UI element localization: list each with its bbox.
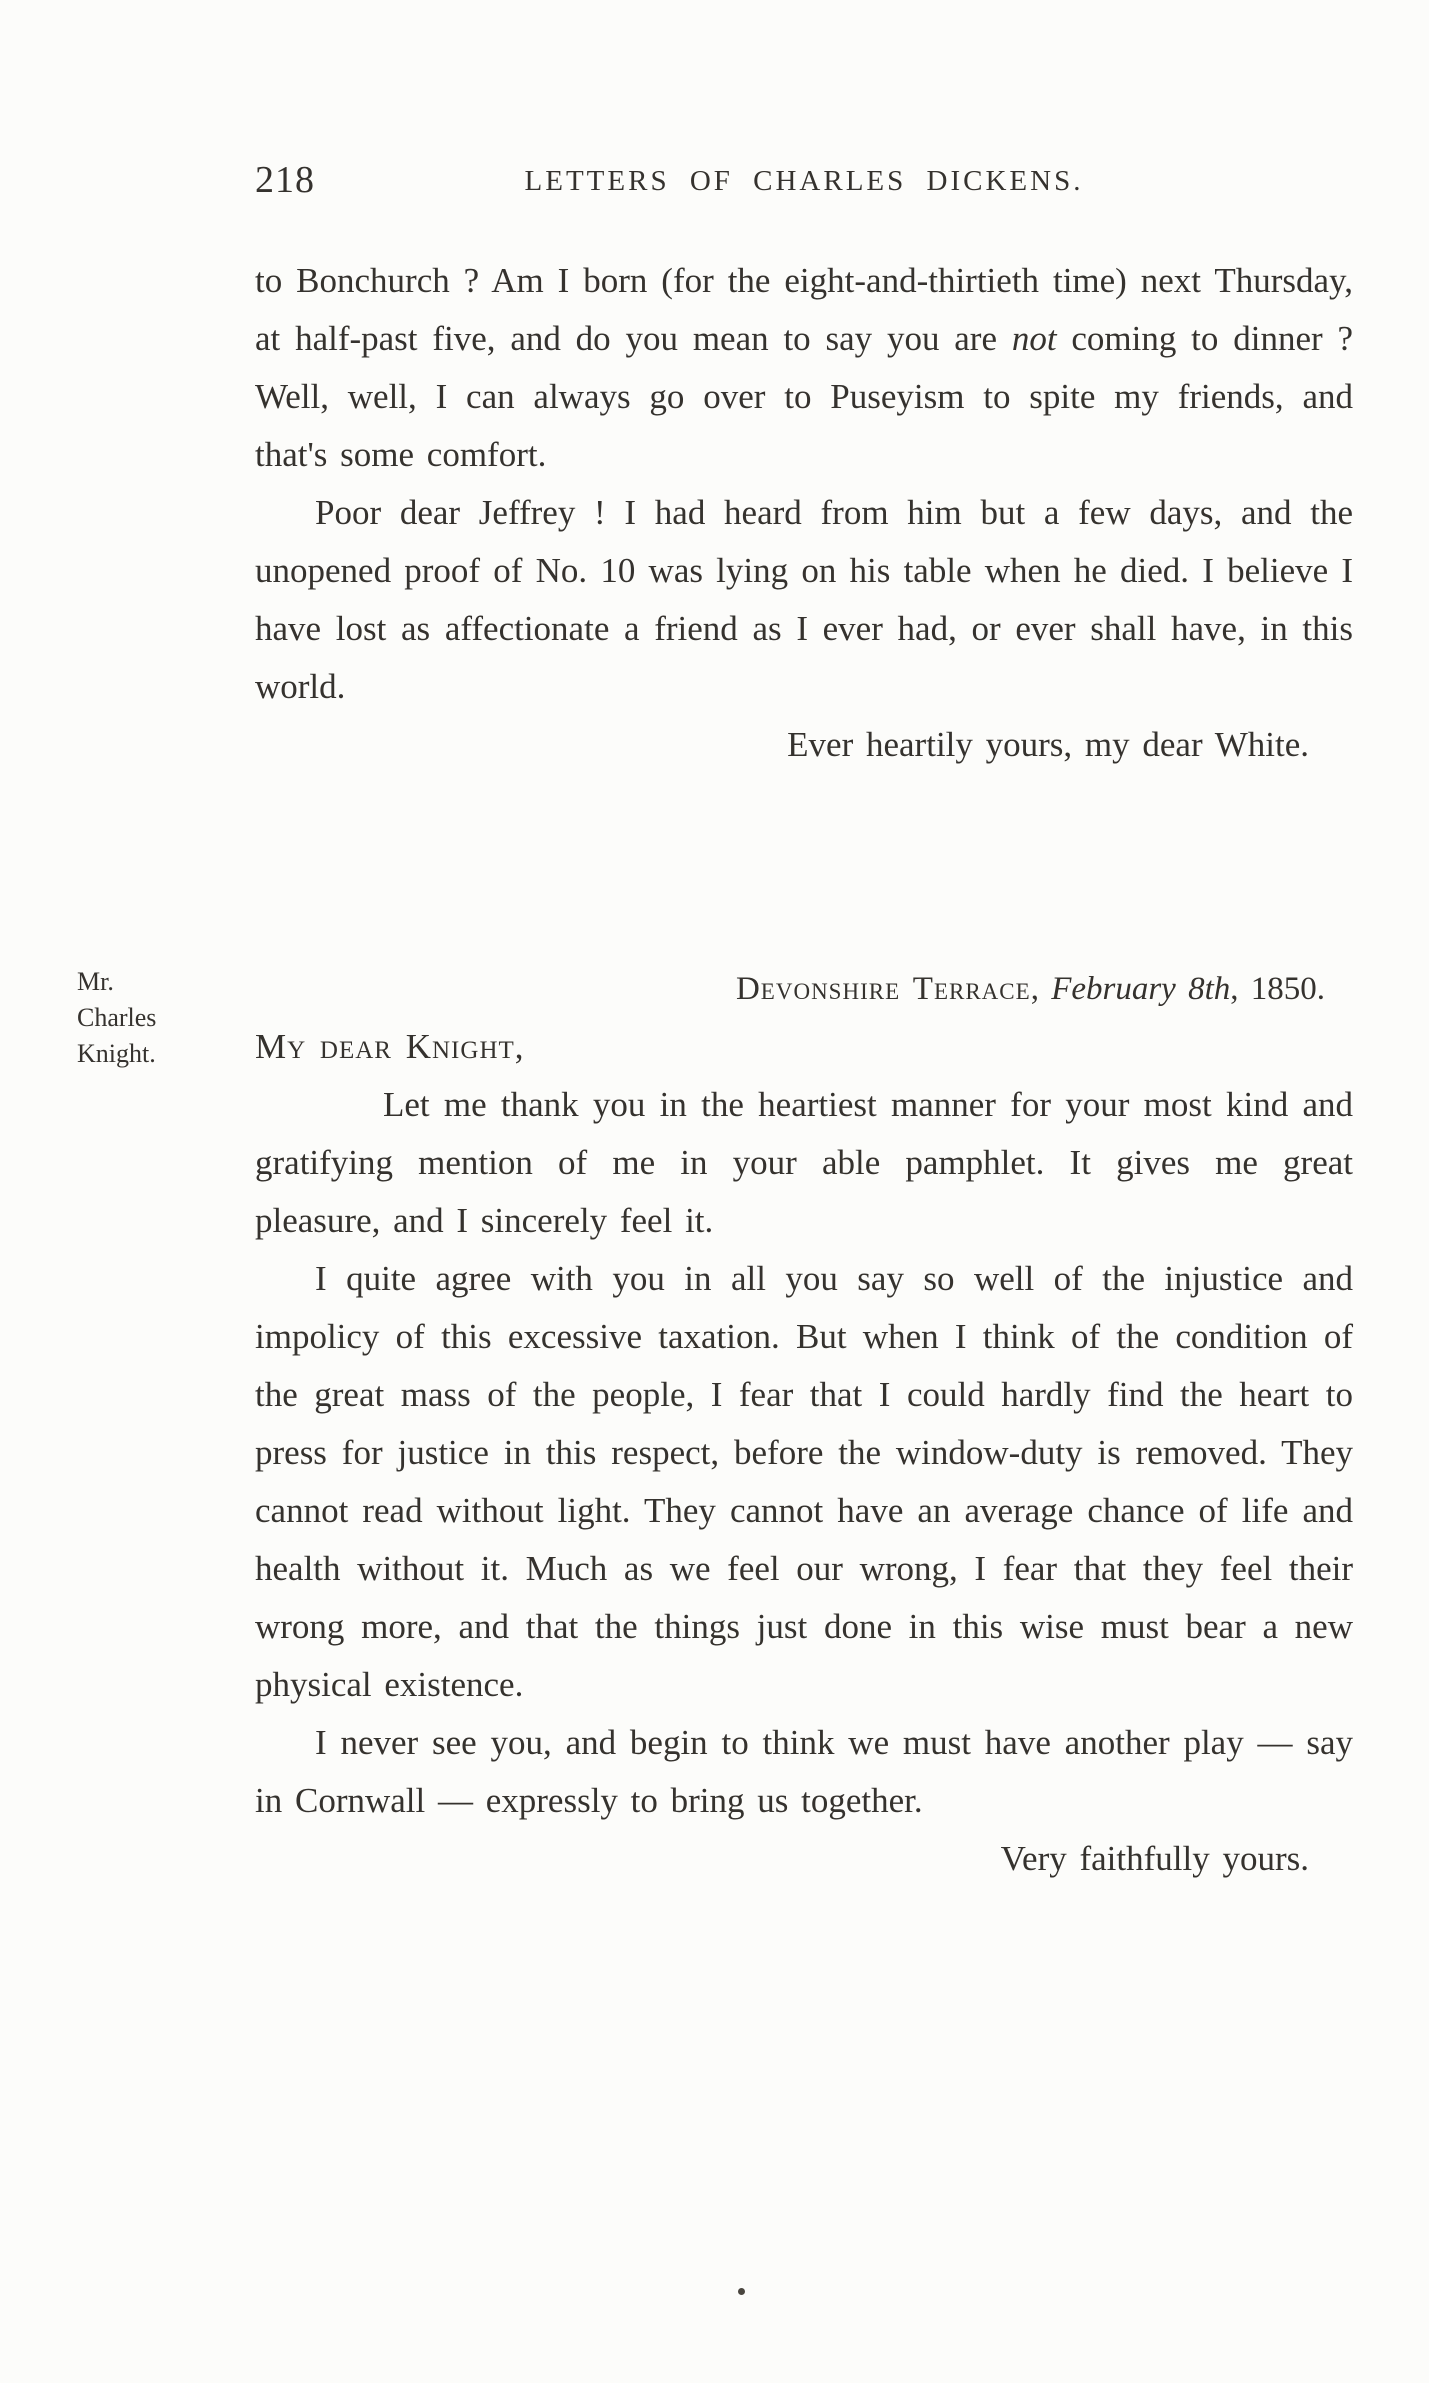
letter-closing-white: Ever heartily yours, my dear White. [787, 725, 1309, 764]
letter-salutation: My dear Knight, [255, 1027, 525, 1066]
paragraph-jeffrey: Poor dear Jeffrey ! I had heard from him but a few days, and the unopened proof of No. 10 was lying on his table when he died. I believe I have lost as affectionate a friend as I ever had, or ever shall have, in this world. [255, 493, 1353, 706]
margin-note-line: Charles [77, 1003, 157, 1032]
margin-note-line: Knight. [77, 1039, 156, 1068]
printers-mark-dot [738, 2288, 745, 2295]
paragraph-play: I never see you, and begin to think we must have another play — say in Cornwall — expressly to bring us together. [255, 1723, 1353, 1820]
paragraph-taxation: I quite agree with you in all you say so well of the injustice and impolicy of this excessive taxation. But when I think of the condition of the great mass of the people, I fear that I could hardly find the heart to press for justice in this respect, before the window-duty is removed. They cannot read without light. They cannot have an average chance of life and health without it. Much as we feel our wrong, I fear that they feel their wrong more, and that the things just done in this wise must bear a new physical existence. [255, 1259, 1353, 1704]
margin-note-recipient [77, 964, 247, 1072]
running-header-title: LETTERS OF CHARLES DICKENS. [524, 165, 1084, 197]
text-block [77, 252, 1353, 1888]
paragraph-bonchurch: to Bonchurch ? Am I born (for the eight-and-thirtieth time) next Thursday, at half-past five, and do you mean to say you are not coming to dinner ? Well, well, I can always go over to Puseyism to spite my friends, and that's some comfort. [255, 261, 1353, 474]
paragraph-thanks: Let me thank you in the heartiest manner for your most kind and gratifying mention of me in your able pamphlet. It gives me great pleasure, and I sincerely feel it. [255, 1085, 1353, 1240]
letter-to-knight [77, 960, 1353, 1888]
letter-dateline: Devonshire Terrace, February 8th, 1850. [735, 971, 1325, 1007]
letter-to-white [255, 252, 1353, 774]
letter-closing-knight: Very faithfully yours. [1000, 1839, 1309, 1878]
page-number: 218 [255, 159, 315, 201]
running-head [255, 158, 1353, 218]
margin-note-line: Mr. [77, 967, 114, 996]
